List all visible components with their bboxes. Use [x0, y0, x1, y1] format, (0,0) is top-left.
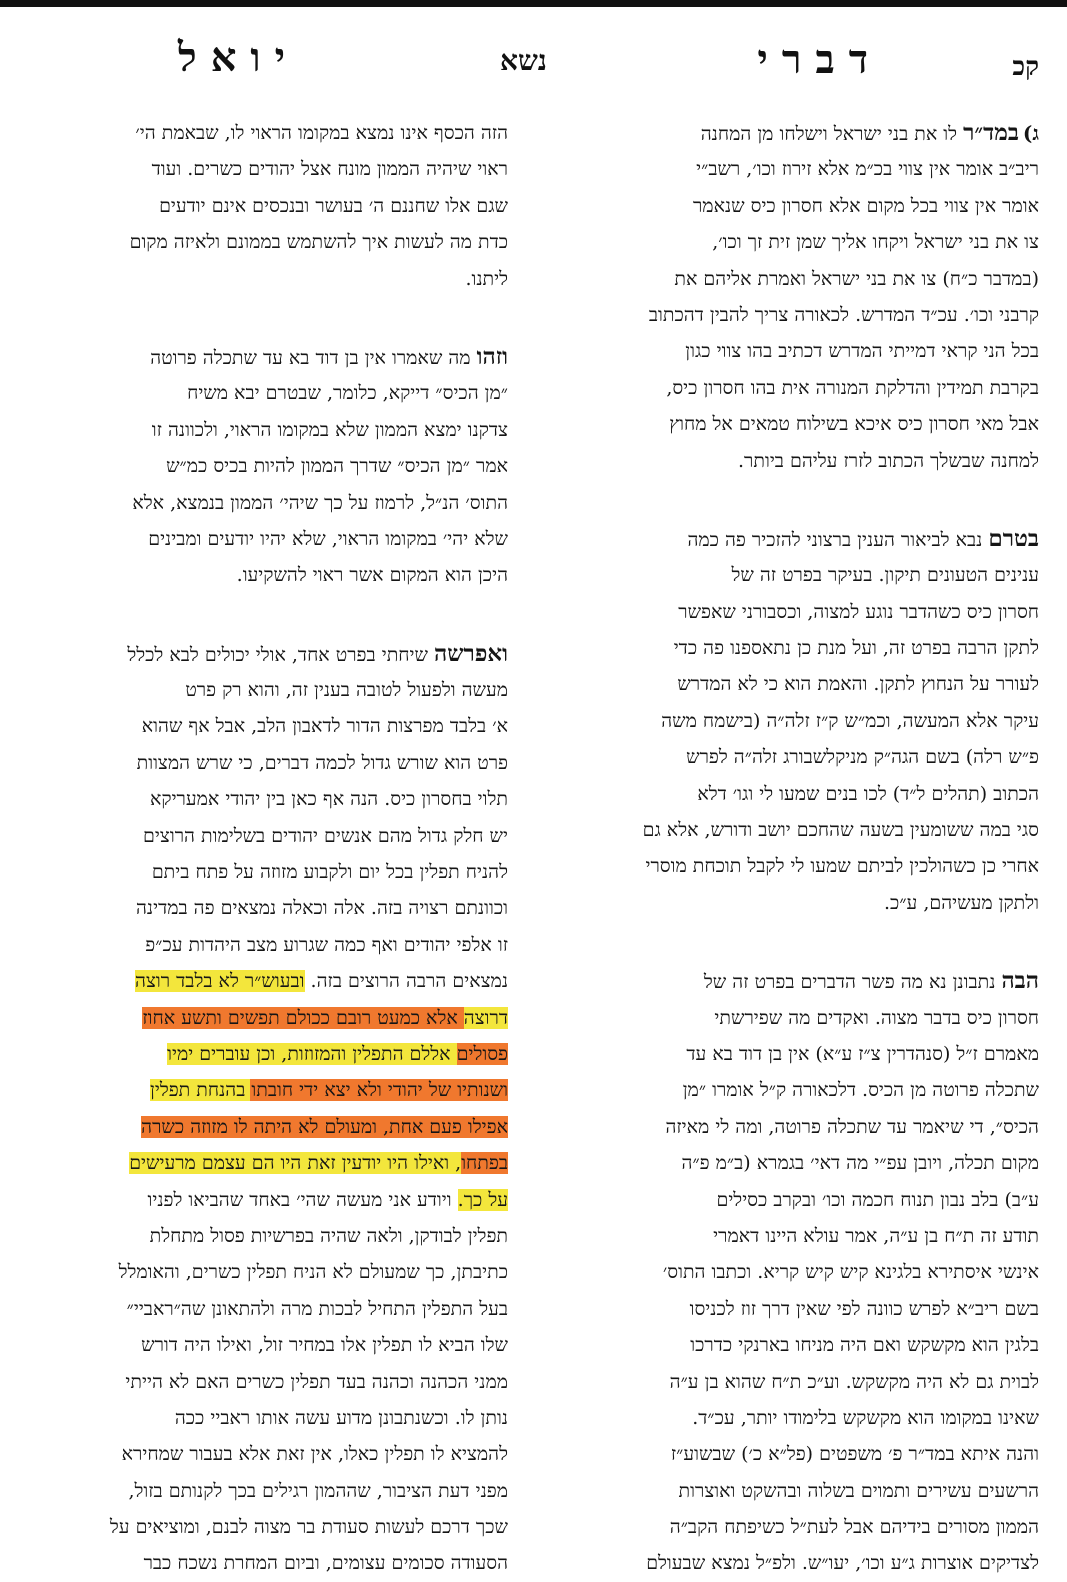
line-text: שכך דרכם לעשות סעודת בר מצוה לבנם, ומוציאים על — [109, 1516, 508, 1539]
text-line — [20, 375, 508, 411]
text-line — [559, 812, 1039, 848]
line-text: בלגין הוא מקשקש ואם היה מניחו בארנקי כדרכו — [690, 1334, 1039, 1357]
line-text: הכתוב (תהלים ל״ד) לכו בנים שמעו לי וגו׳ דלא — [697, 782, 1039, 805]
line-text: היכן הוא המקום אשר ראוי להשקיעו. — [236, 564, 508, 587]
text-line — [559, 1327, 1039, 1363]
line-text: מפני דעת הציבור, שההמון רגילים בכך לקנותם בזול, — [128, 1479, 508, 1502]
line-text: והנה איתא במד״ר פ׳ משפטים (פל״א כ׳) שבשוע״ז — [670, 1443, 1039, 1466]
left-column — [20, 115, 508, 1575]
highlighted-text: אללם התפלין והמזוזות, וכן עוברים ימיו — [167, 1042, 457, 1065]
text-line — [20, 672, 508, 708]
text-line — [559, 115, 1039, 151]
line-text: אינשי איסתירא בלגינא קיש קיש קריא. וכתבו התוס׳ — [662, 1261, 1039, 1284]
line-text: פ״ש רלה) בשם הגה״ק מניקלשבורג זלה״ה לפרש — [686, 746, 1039, 769]
text-line — [20, 557, 508, 593]
line-text: לבוית גם לא היה מקשקש. וע״כ ת״ח שהוא בן ע״ה — [669, 1370, 1039, 1393]
line-text: אומר אין צווי בכל מקום אלא חסרון כיס שנאמר — [692, 194, 1039, 217]
line-text: ענינים הטעונים תיקון. בעיקר בפרט זה של — [731, 564, 1039, 587]
text-segment: נמצאים הרבה הרוצים בזה. — [304, 970, 508, 993]
line-text: שגם אלו שחננם ה׳ בעושר ובנכסים אינם יודעים — [159, 194, 508, 217]
line-text: (במדבר כ״ח) צו את בני ישראל ואמרת אליהם את — [674, 267, 1039, 290]
text-line — [559, 1182, 1039, 1218]
text-line — [559, 1545, 1039, 1581]
text-line — [559, 1473, 1039, 1509]
paragraph — [20, 115, 508, 297]
section-number: ג) — [1022, 121, 1039, 145]
paragraph — [559, 963, 1039, 1582]
line-text: אבל מאי חסרון כיס איכא בשילוח טמאים אל מחוץ — [669, 413, 1039, 436]
line-text: תפלין לבודקן, ולאה שהיה בפרשיות פסול מתחלת — [149, 1224, 508, 1247]
text-line — [20, 188, 508, 224]
text-line — [559, 406, 1039, 442]
right-column — [559, 115, 1039, 1575]
line-text: ע״ב) בלב נבון תנוח חכמה וכו׳ ובקרב כסילים — [716, 1188, 1039, 1211]
paragraph — [559, 521, 1039, 921]
line-text: בעל התפלין התחיל לבכות מרה ולהתאונן שה״ראביי״ — [126, 1297, 508, 1320]
line-text: אמר ״מן הכיס״ שדרך הממון להיות בכיס כמ״ש — [166, 455, 508, 478]
paragraph-lead-word: וזהו — [476, 342, 508, 370]
line-text: מה שאמרו אין בן דוד בא עד שתכלה פרוטה — [150, 346, 471, 369]
text-line — [559, 1436, 1039, 1472]
line-text: קרבני וכו׳. עכ״ד המדרש. לכאורה צריך להבין דהכתוב — [648, 303, 1039, 326]
text-line — [559, 1072, 1039, 1108]
line-text: תלוי בחסרון כיס. הנה אף כאן בין יהודי אמעריקא — [150, 788, 508, 811]
paragraph — [559, 115, 1039, 479]
line-text: ליתנו. — [465, 267, 508, 290]
highlighted-text: ושנותיו של יהודי ולא יצא ידי חובתו בהנחת תפלין — [150, 1079, 508, 1102]
line-text: למחנה שבשלך הכתוב לזרז עליהם ביותר. — [738, 449, 1039, 472]
text-line — [559, 848, 1039, 884]
text-line — [20, 1364, 508, 1400]
text-line — [20, 708, 508, 744]
text-line — [559, 521, 1039, 557]
text-line — [559, 1364, 1039, 1400]
text-line — [20, 151, 508, 187]
line-text: לו את בני ישראל וישלחו מן המחנה — [700, 123, 958, 145]
text-line — [559, 1109, 1039, 1145]
line-text: צדקנו ימצא הממון שלא במקומו הראוי, ולכוונה זו — [151, 418, 508, 441]
page-number: קכ — [1012, 52, 1039, 82]
highlighted-text: פסולים — [456, 1042, 508, 1065]
line-text: נותן לו. וכשנתבונן מדוע עשה אותו ראביי ככה — [174, 1406, 508, 1429]
line-text: לצדיקים אוצרות ג״ע וכו׳, יעו״ש. ולפ״ל נמצא שבעולם — [646, 1552, 1039, 1575]
text-line-highlighted — [20, 1036, 508, 1072]
line-text: ריב״ב אומר אין צווי בכ״מ אלא זירוז וכו׳, רשב״י — [696, 158, 1039, 181]
text-line — [20, 1509, 508, 1545]
line-text: הסעודה סכומים עצומים, וביום המחרת נשכח כבר — [143, 1552, 508, 1575]
line-text: הזה הכסף אינו נמצא במקומו הראוי לו, שבאמת הי׳ — [135, 122, 508, 144]
parsha-name: נשא — [500, 44, 547, 77]
text-line — [20, 521, 508, 557]
highlighted-text: על כך. — [457, 1188, 508, 1211]
paragraph-lead-word: ואפרשה — [434, 639, 508, 667]
line-text: שאינו במקומו הוא מקשקש בלימודו יותר, עכ״ד. — [692, 1406, 1039, 1429]
highlighted-text: אלא כמעט רובם ככולם תפשים ותשע אחוז — [142, 1006, 464, 1029]
text-line-highlighted — [20, 1000, 508, 1036]
line-text: א׳ בלבד מפרצות הדור לדאבון הלב, אבל אף שהוא — [141, 715, 508, 738]
line-text: להניח תפלין בכל יום ולקבוע מזוזה על פתח ביתם — [151, 861, 508, 884]
text-line — [559, 666, 1039, 702]
line-text: וכוונתם רצויה בזה. אלה וכאלה נמצאים פה במדינה — [135, 897, 508, 920]
book-title-right: דברי — [757, 36, 882, 83]
text-line — [20, 1436, 508, 1472]
highlighted-text: אפילו פעם אחת, ומעולם לא היתה לו מזוזה כשרה — [141, 1115, 508, 1138]
text-line-highlighted — [20, 1145, 508, 1181]
text-line-highlighted — [20, 963, 508, 999]
line-text: זו אלפי יהודים ואף כמה שגרוע מצב היהדות עכ״פ — [145, 933, 508, 956]
text-line — [559, 776, 1039, 812]
line-text: התוס׳ הנ״ל, לרמוז על כך שיהי׳ הממון בנמצא, אלא — [132, 491, 508, 514]
text-line — [20, 818, 508, 854]
highlighted-text: דרוצה — [463, 1006, 508, 1029]
text-segment: ויודע אני מעשה שהי׳ באחד שהביאו לפניו — [147, 1188, 458, 1211]
text-line — [20, 1545, 508, 1581]
line-text: מקום תכלה, ויובן עפ״י מה דאי׳ בגמרא (ב״מ פ״ה — [681, 1152, 1039, 1175]
text-line — [559, 333, 1039, 369]
text-line — [559, 1145, 1039, 1181]
text-line — [559, 1036, 1039, 1072]
running-header — [0, 30, 1067, 100]
highlighted-text: בפתחו — [461, 1152, 508, 1175]
line-text: שלא יהי׳ במקומו הראוי, שלא יהיו יודעים ומבינים — [148, 527, 508, 550]
line-text: יש חלק גדול מהם אנשים יהודים בשלימות הרוצים — [143, 824, 508, 847]
text-line — [559, 557, 1039, 593]
text-line — [20, 1254, 508, 1290]
text-line — [559, 739, 1039, 775]
text-line — [559, 443, 1039, 479]
line-text: נבא לביאור הענין ברצוני להזכיר פה כמה — [687, 528, 983, 551]
highlighted-text: , ואילו היו יודעין זאת היו הם עצמם מרעישים — [129, 1152, 462, 1175]
text-line — [20, 745, 508, 781]
text-line — [20, 1473, 508, 1509]
line-text: הממון מסורים בידיהם אבל לעת״ל כשיפתח הקב״ה — [669, 1516, 1039, 1539]
text-line — [559, 1000, 1039, 1036]
text-line — [20, 115, 508, 151]
line-text: ממני הכהנה וכהנה בעד תפלין כשרים האם לא הייתי — [125, 1370, 508, 1393]
paragraph-lead-word: בטרם — [988, 524, 1039, 552]
line-text: ולתקן מעשיהם, ע״כ. — [884, 891, 1039, 914]
line-text: חסרון כיס כשהדבר נוגע למצוה, וכסבורני שאפשר — [678, 600, 1039, 623]
highlighted-text: ובעוש״ר לא בלבד רוצה — [135, 970, 305, 993]
line-text: בקרבת תמידין והדלקת המנורה אית בהו חסרון כיס, — [666, 376, 1039, 399]
text-line — [20, 1400, 508, 1436]
text-line — [20, 890, 508, 926]
line-text: סגי במה ששומעין בשעה שהחכם יושב ודורש, אלא גם — [642, 819, 1039, 842]
line-text: פרט הוא שורש גדול לכמה דברים, כי שרש המצוות — [136, 751, 508, 774]
text-line — [559, 224, 1039, 260]
line-text: מעשה ולפעול לטובה בענין זה, והוא רק פרט — [185, 679, 508, 702]
line-text: מאמרם ז״ל (סנהדרין צ״ז ע״א) אין בן דוד בא עד — [686, 1042, 1039, 1065]
text-line — [559, 370, 1039, 406]
text-line — [559, 963, 1039, 999]
text-line — [559, 630, 1039, 666]
line-text: עיקר אלא המעשה, וכמ״ש ק״ז זלה״ה (בישמח משה — [661, 709, 1039, 732]
line-text: נתבונן נא מה פשר הדברים בפרט זה של — [703, 971, 996, 994]
text-line-highlighted — [20, 1109, 508, 1145]
line-text: שיחתי בפרט אחד, אולי יכולים לבא לכלל — [127, 643, 428, 666]
line-text: כתיבתן, כך שמעולם לא הניח תפלין כשרים, והאומלל — [118, 1261, 508, 1284]
text-line — [20, 224, 508, 260]
text-line — [20, 927, 508, 963]
text-line-highlighted — [20, 1072, 508, 1108]
line-text: תודע זה ת״ח בן ע״ה, אמר עולא היינו דאמרי — [713, 1224, 1039, 1247]
text-line — [20, 781, 508, 817]
text-line — [20, 448, 508, 484]
text-line-highlighted — [20, 1182, 508, 1218]
book-title-left: יואל — [178, 34, 300, 81]
line-text: חסרון כיס בדבר מצוה. ואקדים מה שפירשתי — [714, 1006, 1039, 1029]
text-line — [20, 485, 508, 521]
line-text: שלו הביא לו תפלין אלו במחיר זול, ואילו היה דורש — [141, 1334, 508, 1357]
text-line — [559, 1400, 1039, 1436]
line-text: בכל הני קראי דמייתי המדרש דכתיב בהו צווי כגון — [685, 340, 1039, 363]
text-line — [559, 594, 1039, 630]
line-text: לעורר על הנחוץ לתקן. והאמת הוא כי לא המדרש — [677, 673, 1039, 696]
text-line — [20, 261, 508, 297]
top-border — [0, 0, 1067, 7]
paragraph-lead-word: הבה — [1001, 967, 1039, 995]
text-line — [20, 1327, 508, 1363]
paragraph-lead-word: במד״ר — [963, 119, 1019, 146]
text-line — [559, 1218, 1039, 1254]
line-text: הרשעים עשירים ותמוים בשלוה ובהשקט ואוצרות — [678, 1479, 1039, 1502]
line-text: הכיס״, די שיאמר עד שתכלה פרוטה, ומה לי מאיזה — [665, 1115, 1039, 1138]
text-line — [559, 297, 1039, 333]
text-line — [559, 151, 1039, 187]
text-line — [20, 339, 508, 375]
text-line — [20, 854, 508, 890]
paragraph — [20, 339, 508, 594]
text-line — [20, 1291, 508, 1327]
text-line — [20, 1218, 508, 1254]
line-text: שתכלה פרוטה מן הכיס. דלכאורה ק״ל אומרו ״מן — [682, 1079, 1039, 1102]
text-line — [559, 885, 1039, 921]
text-line — [559, 1291, 1039, 1327]
text-line — [559, 1509, 1039, 1545]
line-text: כדת מה לעשות איך להשתמש בממונם ולאיזה מקום — [129, 231, 508, 254]
line-text: ״מן הכיס״ דייקא, כלומר, שבטרם יבא משיח — [187, 382, 508, 405]
line-text: לתקן הרבה בפרט זה, ועל מנת כן נתאספנו פה כדי — [673, 637, 1039, 660]
paragraph — [20, 636, 508, 1582]
text-line — [559, 188, 1039, 224]
text-line — [20, 412, 508, 448]
text-line — [559, 261, 1039, 297]
line-text: בשם ריב״א לפרש כוונה לפי שאין דרך זוז לכניסו — [689, 1297, 1039, 1320]
text-line — [559, 1254, 1039, 1290]
line-text: להמציא לו תפלין כאלו, אין זאת אלא בעבור שמחירא — [121, 1443, 508, 1466]
line-text: אחרי כן כשהולכין לביתם שמעו לי לקבל תוכחת מוסרי — [645, 855, 1039, 878]
line-text: ראוי שיהיה הממון מונח אצל יהודים כשרים. ועוד — [151, 158, 508, 181]
text-line — [559, 703, 1039, 739]
line-text: צו את בני ישראל ויקחו אליך שמן זית זך וכו׳, — [712, 231, 1039, 254]
text-line — [20, 636, 508, 672]
